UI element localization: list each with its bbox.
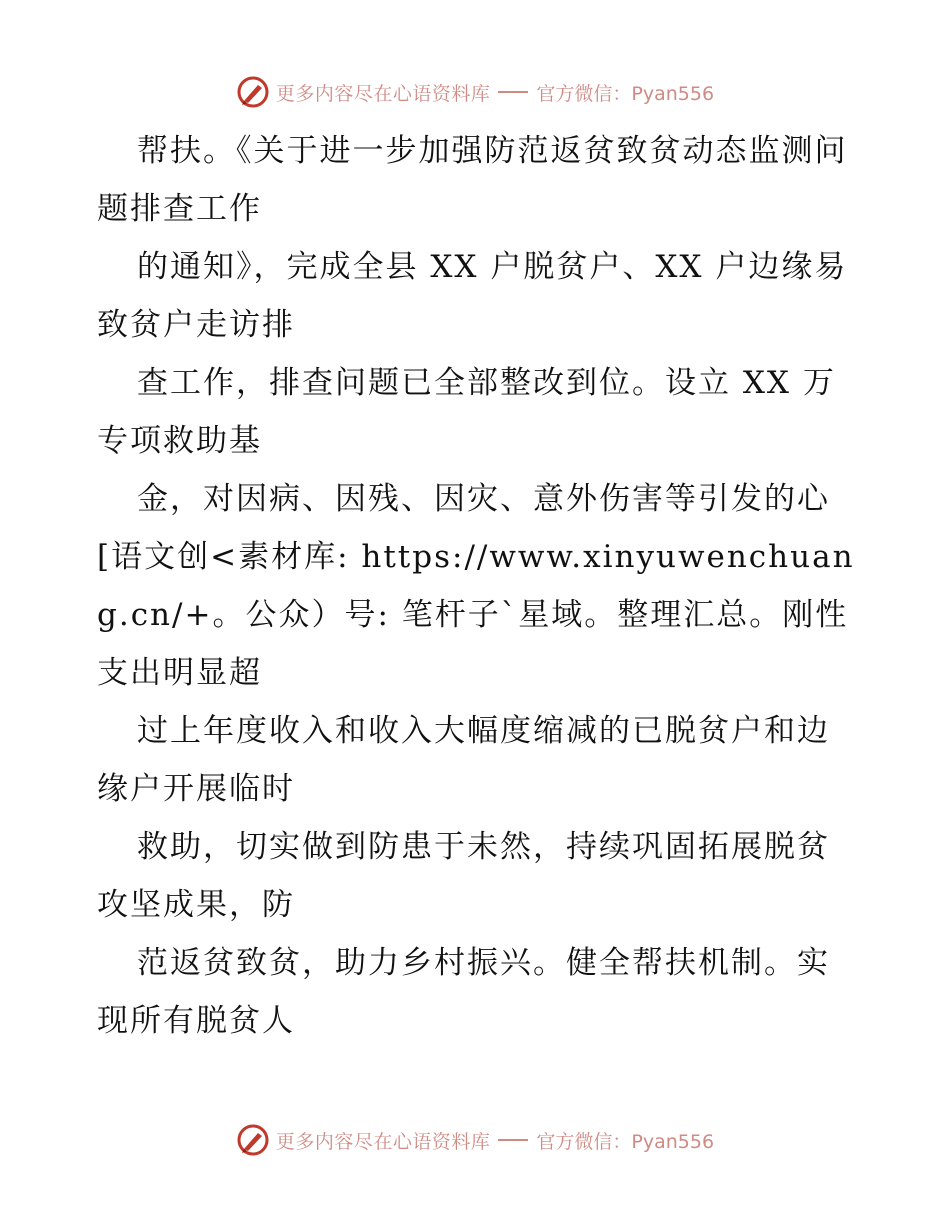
watermark-separator — [498, 91, 528, 93]
document-body — [97, 122, 857, 1050]
watermark-text: 更多内容尽在心语资料库 — [275, 1130, 491, 1153]
watermark-wechat: 官方微信：Pyan556 — [536, 1130, 715, 1153]
pen-circle-logo-icon — [236, 75, 270, 109]
paragraph: 的通知》，完成全县 XX 户脱贫户、XX 户边缘易致贫户走访排 — [97, 249, 848, 343]
header-watermark — [0, 70, 950, 114]
paragraph: 范返贫致贫，助力乡村振兴。健全帮扶机制。实现所有脱贫人 — [97, 945, 830, 1039]
paragraph: 帮扶。《关于进一步加强防范返贫致贫动态监测问题排查工作 — [97, 133, 848, 227]
paragraph: 救助，切实做到防患于未然，持续巩固拓展脱贫攻坚成果，防 — [97, 829, 830, 923]
pen-circle-logo-icon — [236, 1123, 270, 1157]
footer-watermark — [0, 1118, 950, 1162]
watermark-separator — [498, 1139, 528, 1141]
watermark-wechat: 官方微信：Pyan556 — [536, 82, 715, 105]
paragraph: 查工作，排查问题已全部整改到位。设立 XX 万专项救助基 — [97, 365, 836, 459]
paragraph: 过上年度收入和收入大幅度缩减的已脱贫户和边缘户开展临时 — [97, 713, 830, 807]
paragraph: 金，对因病、因残、因灾、意外伤害等引发的心[语文创<素材库: https://www.xinyuwenchuang.cn/+。公众）号: 笔杆子`星域。整理汇总。刚性支出明显超 — [97, 481, 855, 691]
watermark-text: 更多内容尽在心语资料库 — [275, 82, 491, 105]
